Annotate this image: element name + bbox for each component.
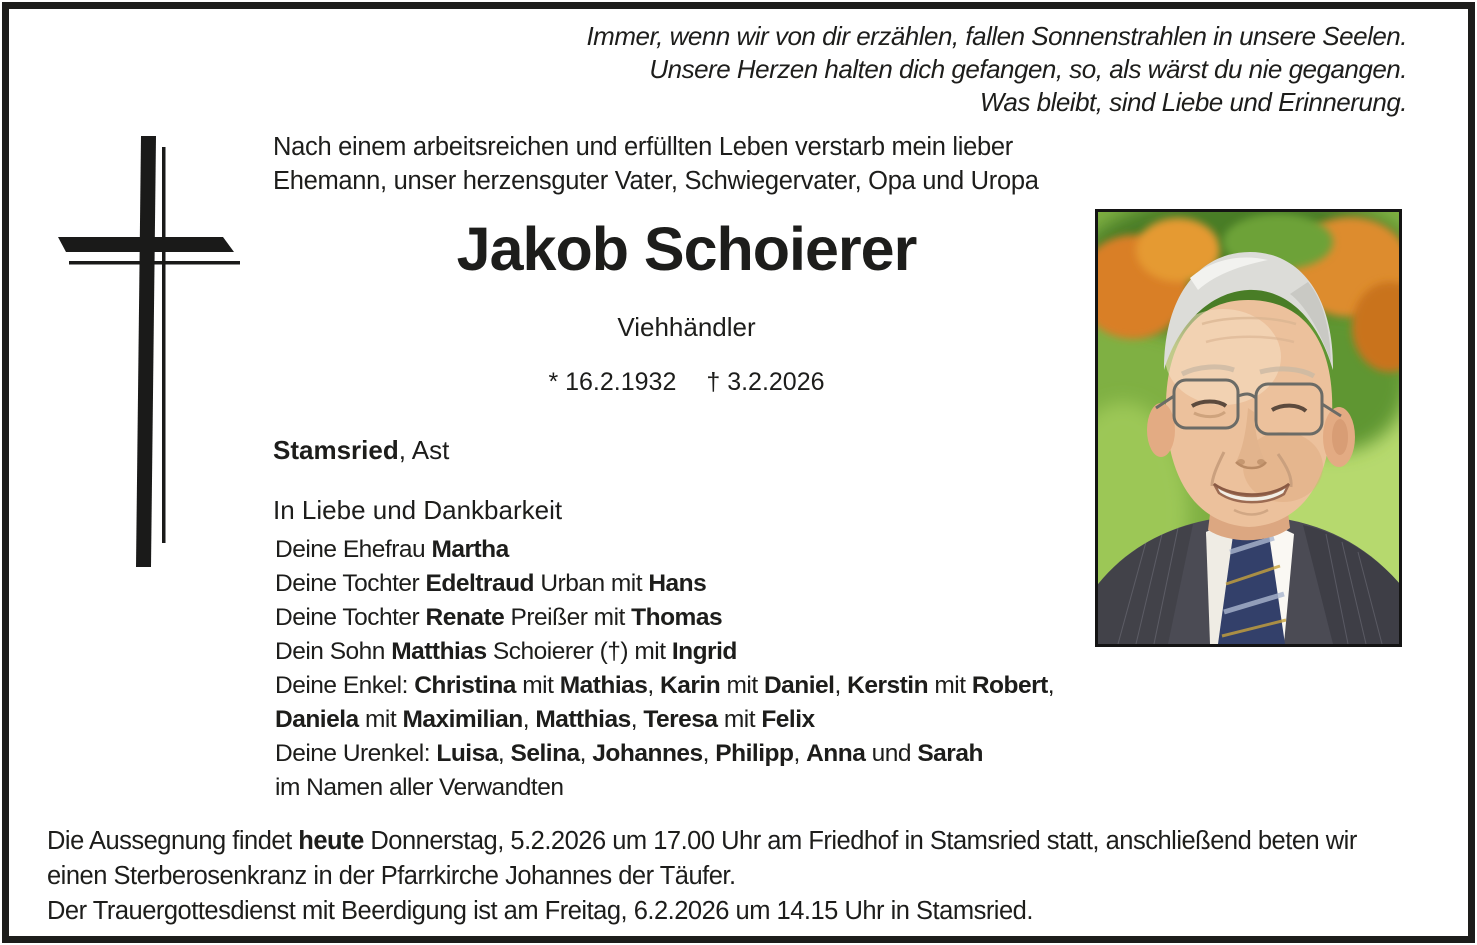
text-segment: Deine Tochter [275,570,426,597]
text-segment: Donnerstag, 5.2.2026 um 17.00 Uhr am Friedhof in Stamsried statt, anschließend beten wir [363,827,1357,855]
text-segment: Urban mit [534,570,649,597]
memorial-cross-icon [57,136,240,567]
highlighted-name: Hans [648,570,707,597]
highlighted-name: Luisa [436,740,498,767]
family-line [275,771,1054,805]
verse-line: Unsere Herzen halten dich gefangen, so, als wärst du nie gegangen. [649,54,1407,84]
text-segment: Dein Sohn [275,638,392,665]
text-segment: , [834,672,848,699]
memorial-verse [586,20,1407,119]
verse-line: Immer, wenn wir von dir erzählen, fallen Sonnenstrahlen in unsere Seelen. [586,21,1407,51]
highlighted-name: Daniela [275,706,359,733]
deceased-profession: Viehhändler [617,312,756,342]
family-line [275,737,1054,771]
highlighted-name: Matthias [391,638,487,665]
text-segment: im Namen aller Verwandten [275,774,564,801]
text-segment: mit [928,672,972,699]
text-segment: mit [515,672,560,699]
highlighted-name: Robert [971,672,1048,699]
highlighted-name: Martha [431,536,509,563]
family-list [275,533,1054,805]
text-segment: , [497,740,511,767]
birth-date: * 16.2.1932 [548,368,677,396]
highlighted-name: Johannes [592,740,703,767]
text-segment: Die Aussegnung findet [47,827,299,855]
announcement-line [47,824,1357,859]
highlighted-name: Christina [414,672,516,699]
verse-line: Was bleibt, sind Liebe und Erinnerung. [979,87,1407,117]
intro-line: Ehemann, unser herzensguter Vater, Schwiegervater, Opa und Uropa [273,167,1039,195]
highlighted-name: Sarah [917,740,983,767]
place-line [273,434,449,466]
highlighted-name: heute [298,827,364,855]
text-segment: mit [358,706,403,733]
highlighted-name: Daniel [763,672,835,699]
family-line [275,703,1054,737]
funeral-announcement [47,824,1357,929]
text-segment: Preißer mit [504,604,632,631]
highlighted-name: Mathias [559,672,648,699]
deceased-photo [1095,209,1402,647]
highlighted-name: Anna [806,740,866,767]
highlighted-name: Edeltraud [425,570,535,597]
text-segment: Der Trauergottesdienst mit Beerdigung ist am Freitag, 6.2.2026 um 14.15 Uhr in Stamsried. [47,897,1033,925]
intro-line: Nach einem arbeitsreichen und erfüllten Leben verstarb mein lieber [273,133,1013,161]
highlighted-name: Teresa [643,706,718,733]
highlighted-name: Felix [761,706,815,733]
mourning-intro: In Liebe und Dankbarkeit [273,495,563,525]
announcement-line [47,859,1357,894]
text-segment: , [793,740,807,767]
text-segment: Deine Ehefrau [275,536,432,563]
life-dates [273,366,1100,398]
portrait-illustration [1098,212,1399,644]
highlighted-name: Maximilian [402,706,523,733]
announcement-line [47,894,1357,929]
family-line [275,567,1054,601]
family-line [275,635,1054,669]
highlighted-name: Stamsried [273,435,399,465]
deceased-name: Jakob Schoierer [456,215,917,283]
text-segment: , [647,672,661,699]
highlighted-name: Ingrid [671,638,737,665]
text-segment: Deine Tochter [275,604,426,631]
highlighted-name: Philipp [715,740,794,767]
text-segment: einen Sterberosenkranz in der Pfarrkirche Johannes der Täufer. [47,862,736,890]
highlighted-name: Matthias [535,706,631,733]
family-line [275,669,1054,703]
highlighted-name: Renate [425,604,505,631]
family-line [275,533,1054,567]
text-segment: , Ast [398,435,450,465]
highlighted-name: Thomas [631,604,723,631]
text-segment: und [865,740,918,767]
place-text [273,434,449,466]
death-date: † 3.2.2026 [706,368,825,396]
highlighted-name: Selina [510,740,580,767]
text-segment: , [1047,672,1055,699]
text-segment: mit [717,706,762,733]
text-segment: , [579,740,593,767]
intro-text [273,130,1039,198]
highlighted-name: Kerstin [847,672,929,699]
text-segment: Deine Enkel: [275,672,415,699]
text-segment: , [522,706,536,733]
text-segment: , [630,706,644,733]
text-segment: Schoierer (†) mit [486,638,672,665]
highlighted-name: Karin [660,672,721,699]
text-segment: , [702,740,716,767]
text-segment: Deine Urenkel: [275,740,437,767]
family-line [275,601,1054,635]
text-segment: mit [720,672,764,699]
